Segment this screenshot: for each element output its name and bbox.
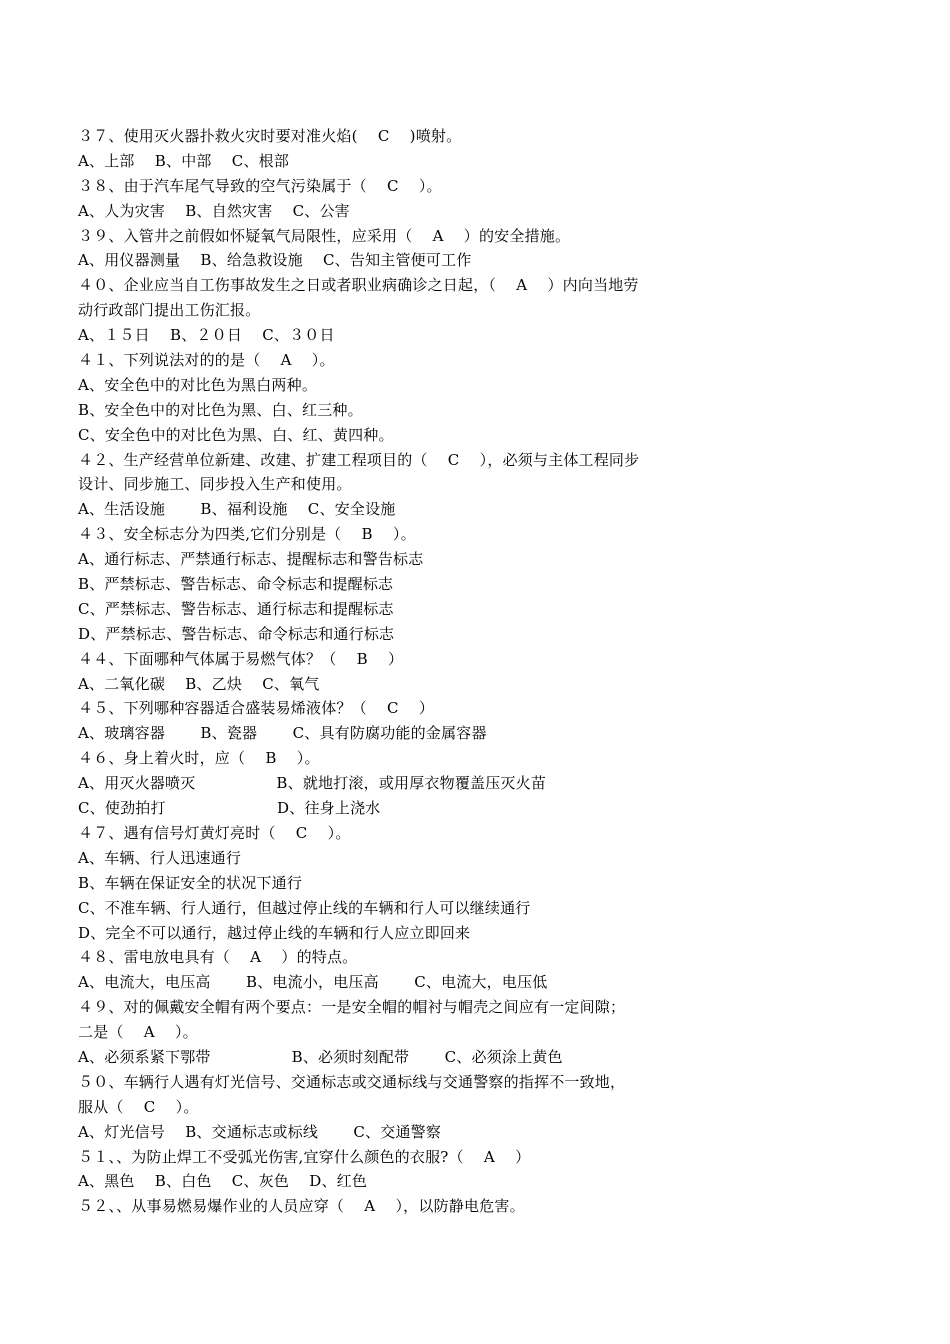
- question-51-options: A、黑色 B、白色 C、灰色 D、红色: [78, 1172, 368, 1191]
- question-37-options: A、上部 B、中部 C、根部: [78, 151, 290, 170]
- question-40-continued: 动行政部门提出工伤汇报。: [78, 301, 261, 320]
- question-48-options: A、电流大，电压高 B、电流小，电压高 C、电流大，电压低: [78, 973, 548, 992]
- question-44-options: A、二氧化碳 B、乙炔 C、氧气: [78, 674, 320, 693]
- question-51: ５１、、为防止焊工不受弧光伤害,宜穿什么颜色的衣服?（ A ）: [78, 1147, 531, 1166]
- question-42-options: A、生活设施 B、福利设施 C、安全设施: [78, 500, 396, 519]
- question-41-option-a: A、安全色中的对比色为黑白两种。: [78, 375, 318, 394]
- question-41-option-c: C、安全色中的对比色为黑、白、红、黄四种。: [78, 425, 394, 444]
- question-47-option-b: B、车辆在保证安全的状况下通行: [78, 873, 303, 892]
- question-50-options: A、灯光信号 B、交通标志或标线 C、交通警察: [78, 1122, 442, 1141]
- question-43-option-a: A、通行标志、严禁通行标志、提醒标志和警告标志: [78, 550, 424, 569]
- question-38: ３８、由于汽车尾气导致的空气污染属于（ C ）。: [78, 176, 442, 195]
- question-47-option-d: D、完全不可以通行，越过停止线的车辆和行人应立即回来: [78, 923, 471, 942]
- question-49-continued: 二是（ A ）。: [78, 1023, 198, 1042]
- question-52: ５２、、从事易燃易爆作业的人员应穿（ A ），以防静电危害。: [78, 1197, 525, 1216]
- question-46-options-ab: A、用灭火器喷灭 B、就地打滚，或用厚衣物覆盖压灭火苗: [78, 774, 547, 793]
- question-40: ４０、企业应当自工伤事故发生之日或者职业病确诊之日起，（ A ）内向当地劳: [78, 276, 639, 295]
- question-50-continued: 服从（ C ）。: [78, 1097, 199, 1116]
- question-43: ４３、安全标志分为四类,它们分别是（ B ）。: [78, 525, 416, 544]
- question-42: ４２、生产经营单位新建、改建、扩建工程项目的（ C ），必须与主体工程同步: [78, 450, 640, 469]
- question-49: ４９、对的佩戴安全帽有两个要点：一是安全帽的帽衬与帽壳之间应有一定间隙；: [78, 998, 626, 1017]
- question-39-options: A、用仪器测量 B、给急救设施 C、告知主管便可工作: [78, 251, 472, 270]
- question-47: ４７、遇有信号灯黄灯亮时（ C ）。: [78, 823, 351, 842]
- question-43-option-d: D、严禁标志、警告标志、命令标志和通行标志: [78, 624, 395, 643]
- question-46-options-cd: C、使劲拍打 D、往身上浇水: [78, 799, 381, 818]
- question-38-options: A、人为灾害 B、自然灾害 C、公害: [78, 201, 350, 220]
- question-50: ５０、车辆行人遇有灯光信号、交通标志或交通标线与交通警察的指挥不一致地，: [78, 1072, 626, 1091]
- question-45-options: A、玻璃容器 B、瓷器 C、具有防腐功能的金属容器: [78, 724, 487, 743]
- question-42-continued: 设计、同步施工、同步投入生产和使用。: [78, 475, 352, 494]
- question-45: ４５、下列哪种容器适合盛装易烯液体？（ C ）: [78, 699, 435, 718]
- question-44: ４４、下面哪种气体属于易燃气体？（ B ）: [78, 649, 404, 668]
- question-47-option-a: A、车辆、行人迅速通行: [78, 848, 242, 867]
- question-39: ３９、入管井之前假如怀疑氧气局限性，应采用（ A ）的安全措施。: [78, 226, 571, 245]
- question-40-options: A、１５日 B、２０日 C、３０日: [78, 326, 335, 345]
- question-47-option-c: C、不准车辆、行人通行，但越过停止线的车辆和行人可以继续通行: [78, 898, 531, 917]
- question-37: ３７、使用灭火器扑救火灾时要对准火焰( C )喷射。: [78, 127, 462, 145]
- question-43-option-b: B、严禁标志、警告标志、命令标志和提醒标志: [78, 575, 394, 594]
- question-41: ４１、下列说法对的的是（ A ）。: [78, 351, 335, 370]
- question-41-option-b: B、安全色中的对比色为黑、白、红三种。: [78, 400, 363, 419]
- question-43-option-c: C、严禁标志、警告标志、通行标志和提醒标志: [78, 599, 394, 618]
- question-48: ４８、雷电放电具有（ A ）的特点。: [78, 948, 358, 967]
- document-body: [78, 124, 878, 1219]
- question-49-options: A、必须系紧下鄂带 B、必须时刻配带 C、必须涂上黄色: [78, 1047, 563, 1066]
- question-46: ４６、身上着火时，应（ B ）。: [78, 749, 320, 768]
